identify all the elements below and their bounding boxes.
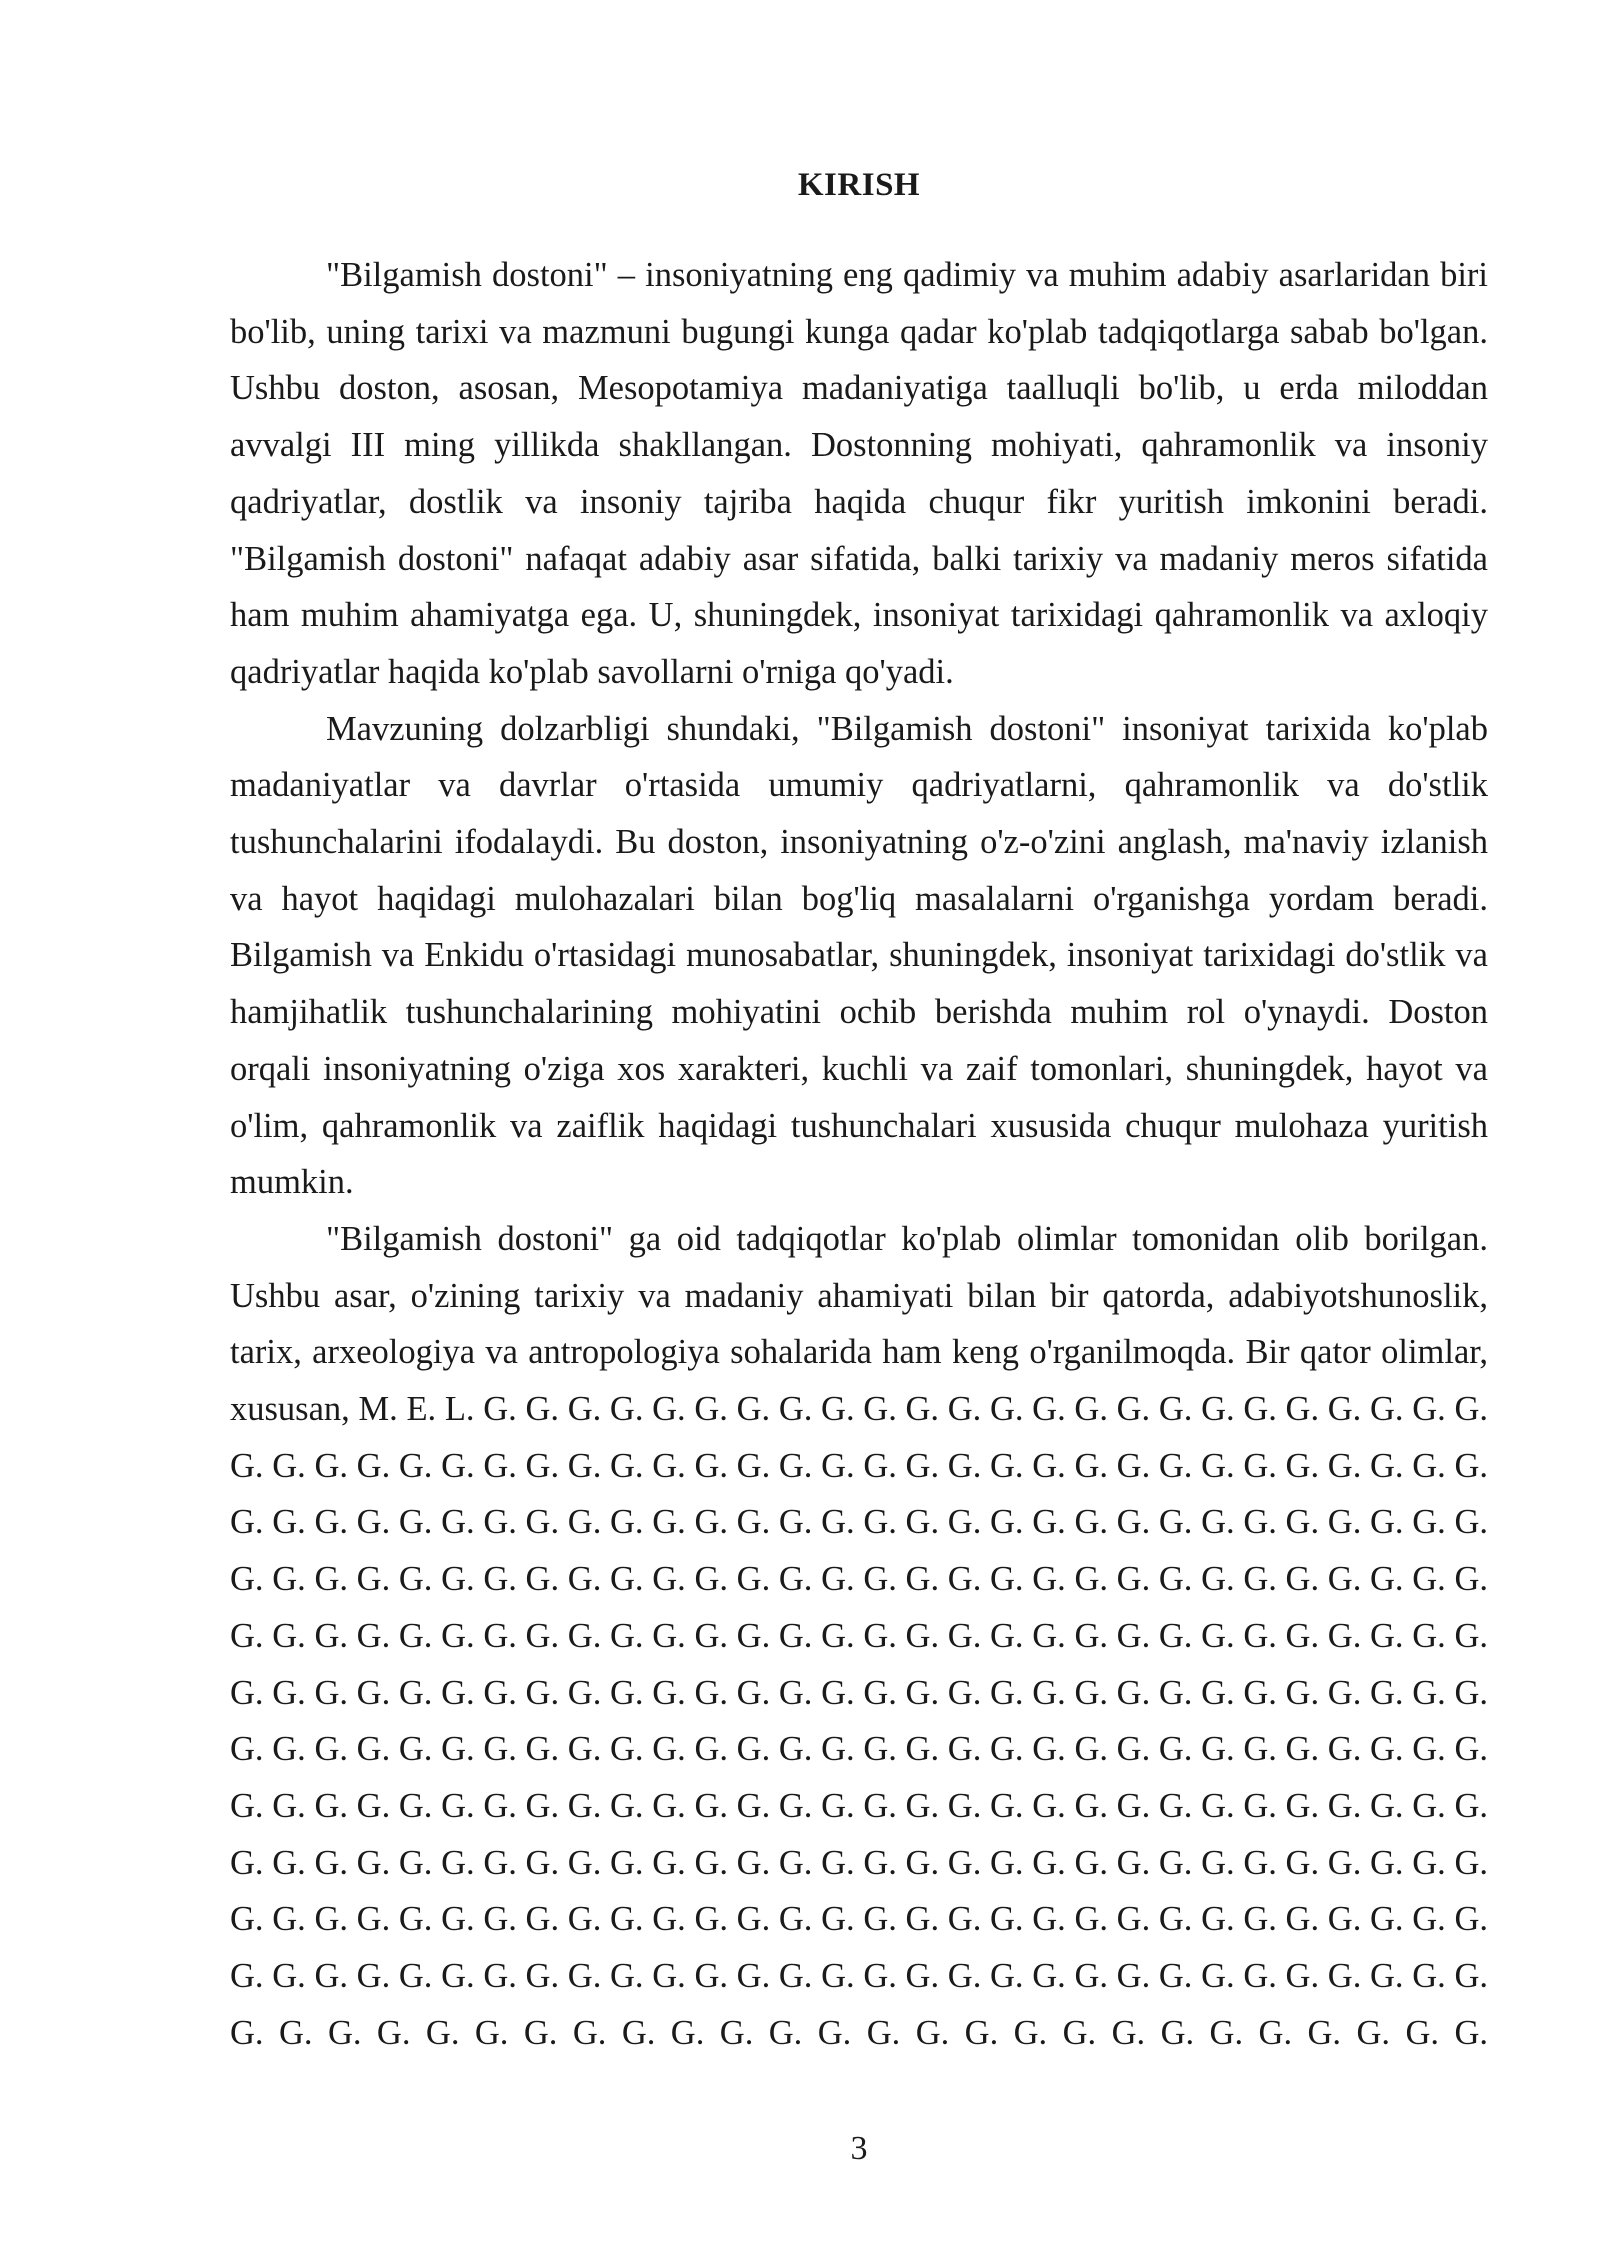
page-title: KIRISH	[797, 167, 921, 203]
paragraph-intro: "Bilgamish dostoni" – insoniyatning eng qadimiy va muhim adabiy asarlaridan biri bo'lib, uning tarixi va mazmuni bugungi kunga qadar ko'plab tadqiqotlarga sabab bo'lgan. Ushbu doston, asosan, Mesopotamiya madaniyatiga taalluqli bo'lib, u erda miloddan avvalgi III ming yillikda shakllangan. Dostonning mohiyati, qahramonlik va insoniy qadriyatlar, dostlik va insoniy tajriba haqida chuqur fikr yuritish imkonini beradi. "Bilgamish dostoni" nafaqat adabiy asar sifatida, balki tarixiy va madaniy meros sifatida ham muhim ahamiyatga ega. U, shuningdek, insoniyat tarixidagi qahramonlik va axloqiy qadriyatlar haqida ko'plab savollarni o'rniga qo'yadi.	[230, 256, 1488, 691]
paragraph-relevance: Mavzuning dolzarbligi shundaki, "Bilgamish dostoni" insoniyat tarixida ko'plab madaniyatlar va davrlar o'rtasida umumiy qadriyatlarni, qahramonlik va do'stlik tushunchalarini ifodalaydi. Bu doston, insoniyatning o'z-o'zini anglash, ma'naviy izlanish va hayot haqidagi mulohazalari bilan bog'liq masalalarni o'rganishga yordam beradi. Bilgamish va Enkidu o'rtasidagi munosabatlar, shuningdek, insoniyat tarixidagi do'stlik va hamjihatlik tushunchalarining mohiyatini ochib berishda muhim rol o'ynaydi. Doston orqali insoniyatning o'ziga xos xarakteri, kuchli va zaif tomonlari, shuningdek, hayot va o'lim, qahramonlik va zaiflik haqidagi tushunchalari xususida chuqur mulohaza yuritish mumkin.	[230, 709, 1488, 1202]
paragraph-research: "Bilgamish dostoni" ga oid tadqiqotlar ko'plab olimlar tomonidan olib borilgan. Ushbu asar, o'zining tarixiy va madaniy ahamiyati bilan bir qatorda, adabiyotshunoslik, tarix, arxeologiya va antropologiya sohalarida ham keng o'rganilmoqda. Bir qator olimlar, xususan, M. E. L. G. G. G. G. G. G. G. G. G. G. G. G. G. G. G. G. G. G. G. G. G. G. G. G. G. G. G. G. G. G. G. G. G. G. G. G. G. G. G. G. G. G. G. G. G. G. G. G. G. G. G. G. G. G. G. G. G. G. G. G. G. G. G. G. G. G. G. G. G. G. G. G. G. G. G. G. G. G. G. G. G. G. G. G. G. G. G. G. G. G. G. G. G. G. G. G. G. G. G. G. G. G. G. G. G. G. G. G. G. G. G. G. G. G. G. G. G. G. G. G. G. G. G. G. G. G. G. G. G. G. G. G. G. G. G. G. G. G. G. G. G. G. G. G. G. G. G. G. G. G. G. G. G. G. G. G. G. G. G. G. G. G. G. G. G. G. G. G. G. G. G. G. G. G. G. G. G. G. G. G. G. G. G. G. G. G. G. G. G. G. G. G. G. G. G. G. G. G. G. G. G. G. G. G. G. G. G. G. G. G. G. G. G. G. G. G. G. G. G. G. G. G. G. G. G. G. G. G. G. G. G. G. G. G. G. G. G. G. G. G. G. G. G. G. G. G. G. G. G. G. G. G. G. G. G. G. G. G. G. G. G. G. G. G. G. G. G. G. G. G. G. G. G. G. G. G. G. G. G. G. G. G. G. G. G. G. G. G. G. G. G. G. G. G. G. G. G. G. G. G. G. G. G. G. G. G. G. G. G. G. G. G. G. G. G. G. G. G. G. G. G. G. G. G. G. G. G. G. G. G. G. G. G. G. G. G. G. G. G. G. G. G. G. G. G. G. G. G. G. G.	[230, 1219, 1488, 2052]
body-text	[230, 247, 1488, 2062]
page-number: 3	[850, 2130, 868, 2167]
